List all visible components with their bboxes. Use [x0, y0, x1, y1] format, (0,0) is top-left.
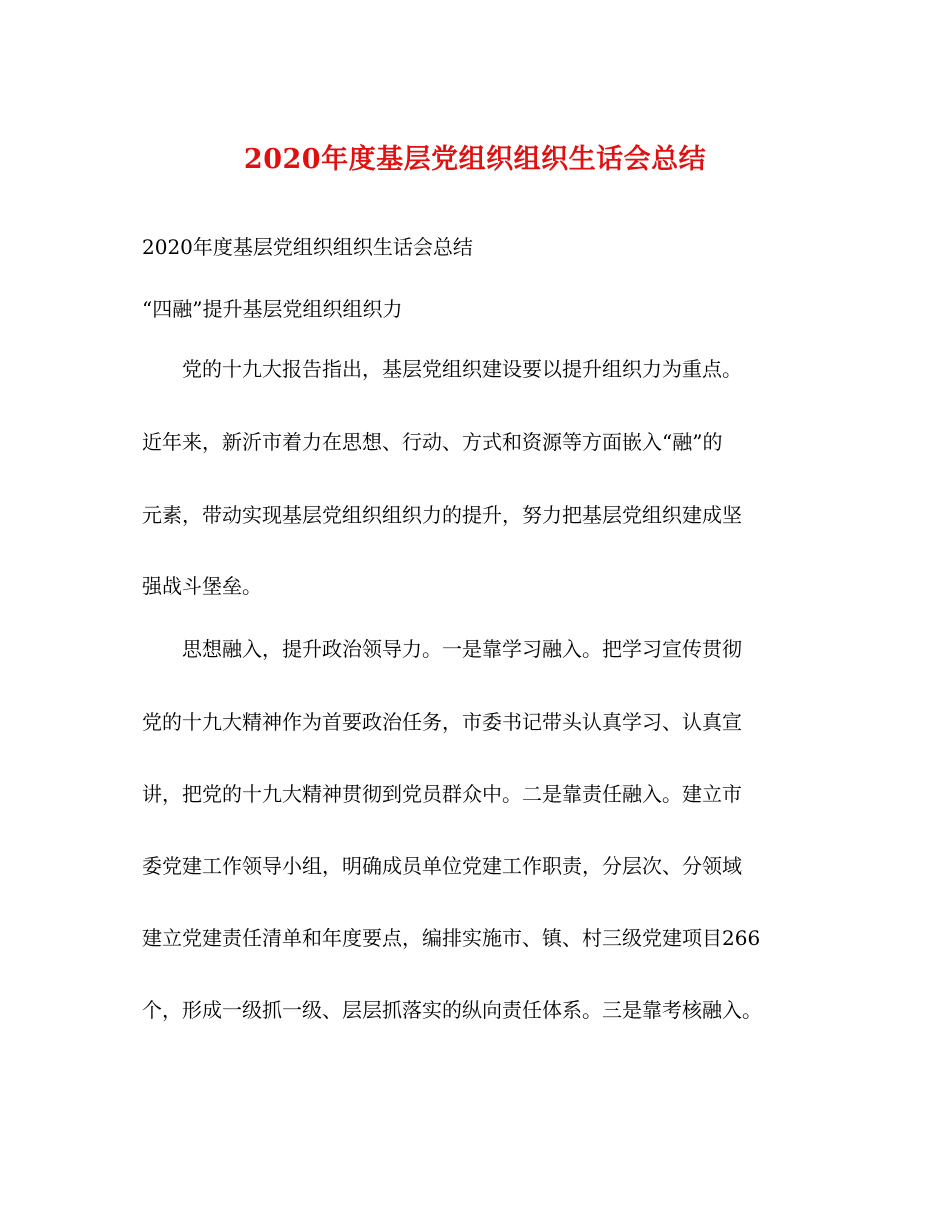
document-title: 2020年度基层党组织组织生话会总结 [243, 144, 707, 175]
subtitle-1: 2020年度基层党组织组织生话会总结 [142, 235, 473, 259]
paragraph-line: 建立党建责任清单和年度要点，编排实施市、镇、村三级党建项目266 [142, 926, 761, 950]
paragraph-line: 党的十九大报告指出，基层党组织建设要以提升组织力为重点。 [182, 357, 742, 381]
subtitle-2: “四融”提升基层党组织组织力 [142, 297, 403, 321]
paragraph-line: 思想融入，提升政治领导力。一是靠学习融入。把学习宣传贯彻 [182, 637, 742, 661]
paragraph-line: 元素，带动实现基层党组织组织力的提升，努力把基层党组织建成坚 [142, 503, 742, 527]
paragraph-line: 党的十九大精神作为首要政治任务，市委书记带头认真学习、认真宣 [142, 710, 742, 734]
paragraph-line: 个，形成一级抓一级、层层抓落实的纵向责任体系。三是靠考核融入。 [142, 998, 762, 1022]
paragraph-line: 近年来，新沂市着力在思想、行动、方式和资源等方面嵌入“融”的 [142, 430, 723, 454]
paragraph-line: 强战斗堡垒。 [142, 574, 262, 598]
paragraph-line: 委党建工作领导小组，明确成员单位党建工作职责，分层次、分领域 [142, 854, 742, 878]
paragraph-line: 讲，把党的十九大精神贯彻到党员群众中。二是靠责任融入。建立市 [142, 782, 742, 806]
